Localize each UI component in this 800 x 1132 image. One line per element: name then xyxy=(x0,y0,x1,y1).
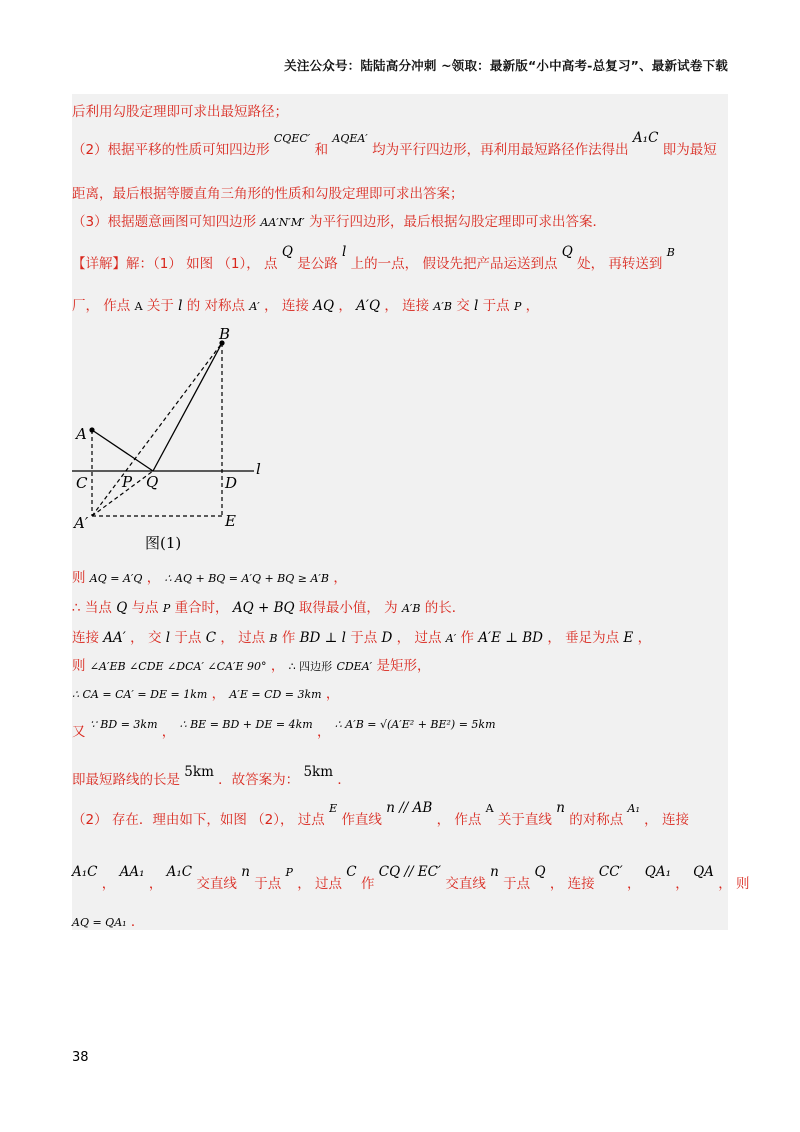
label-e: E xyxy=(225,512,236,530)
label-q: Q xyxy=(146,473,159,491)
segment-qb xyxy=(153,343,222,471)
text-line-1: 后利用勾股定理即可求出最短路径； xyxy=(72,104,288,120)
label-d: D xyxy=(225,474,238,492)
label-l: l xyxy=(256,460,261,478)
label-a-prime: A′ xyxy=(74,514,89,532)
page-header: 关注公众号：陆陆高分冲刺 ~领取：最新版“小中高考-总复习”、最新试卷下载 xyxy=(284,58,728,73)
solution-content xyxy=(72,94,750,930)
figure-caption: 图(1) xyxy=(145,534,182,552)
text-line-12: 又 $^{\because BD = 3km}$ ， $^{\therefore BE = BD + DE = 4km}$ ， $^{\therefore A'B = √(A'E^2 + BE^2) = 5km}$ xyxy=(72,718,496,740)
text-line-3: 距离，最后根据等腰直角三角形的性质和勾股定理即可求出答案； xyxy=(72,186,464,202)
text-line-10: 则 ∠A′EB ∠CDE ∠DCA′ ∠CA′E 90° ， ∴ 四边形 CDEA′ 是矩形， xyxy=(72,658,431,674)
text-line-11: ∴ CA = CA′ = DE = 1km ， A′E = CD = 3km ， xyxy=(72,686,340,702)
label-c: C xyxy=(76,474,88,492)
text-line-5: 【详解】解：（1） 如图 （1）， 点 Q 是公路 l 上的一点， 假设先把产品运送到点 Q 处， 再转送到 $^B$ xyxy=(72,244,675,272)
text-line-13: 即最短路线的长是 5km ．故答案为： 5km ． xyxy=(72,764,351,788)
text-line-2: （2）根据平移的性质可知四边形 $^{CQEC'}$ 和 $^{AQEA'}$ 均为平行四边形，再利用最短路径作法得出 A₁C 即为最短 xyxy=(72,130,717,158)
label-b: B xyxy=(219,325,231,343)
label-a: A xyxy=(76,425,87,443)
text-line-4: （3）根据题意画图可知四边形 AA′N′M′ 为平行四边形，最后根据勾股定理即可求出答案． xyxy=(72,214,606,230)
segment-aq xyxy=(92,430,153,471)
text-line-15: A₁C ， AA₁ ， A₁C 交直线 n 于点 $^P$ ， 过点 C 作 CQ // EC′ 交直线 n 于点 Q ， 连接 CC′ ， QA₁ ， QA ， 则 xyxy=(72,864,750,892)
point-a xyxy=(89,427,94,432)
text-line-7: 则 AQ = A′Q ， ∴ AQ + BQ = A′Q + BQ ≥ A′B ， xyxy=(72,570,347,586)
label-p: P xyxy=(122,473,133,491)
text-line-8: ∴ 当点 Q 与点 P 重合时， AQ + BQ 取得最小值， 为 A′B 的长． xyxy=(72,600,466,616)
text-line-14: （2） 存在．理由如下，如图 （2）， 过点 $^E$ 作直线 n // AB ， 作点 $^A$ 关于直线 n 的对称点 $^{A_1}$ ， 连接 xyxy=(72,800,689,828)
geometry-figure-1 xyxy=(72,322,292,554)
text-line-9: 连接 AA′ ， 交 l 于点 C ， 过点 B 作 BD ⊥ l 于点 D ， 过点 A′ 作 A′E ⊥ BD ， 垂足为点 E ， xyxy=(72,630,652,646)
text-line-16: AQ = QA₁ ． xyxy=(72,914,145,930)
text-line-6: 厂， 作点 A 关于 l 的 对称点 A′ ， 连接 AQ ， A′Q ， 连接 A′B 交 l 于点 P ， xyxy=(72,298,540,314)
page-number: 38 xyxy=(72,1050,89,1065)
